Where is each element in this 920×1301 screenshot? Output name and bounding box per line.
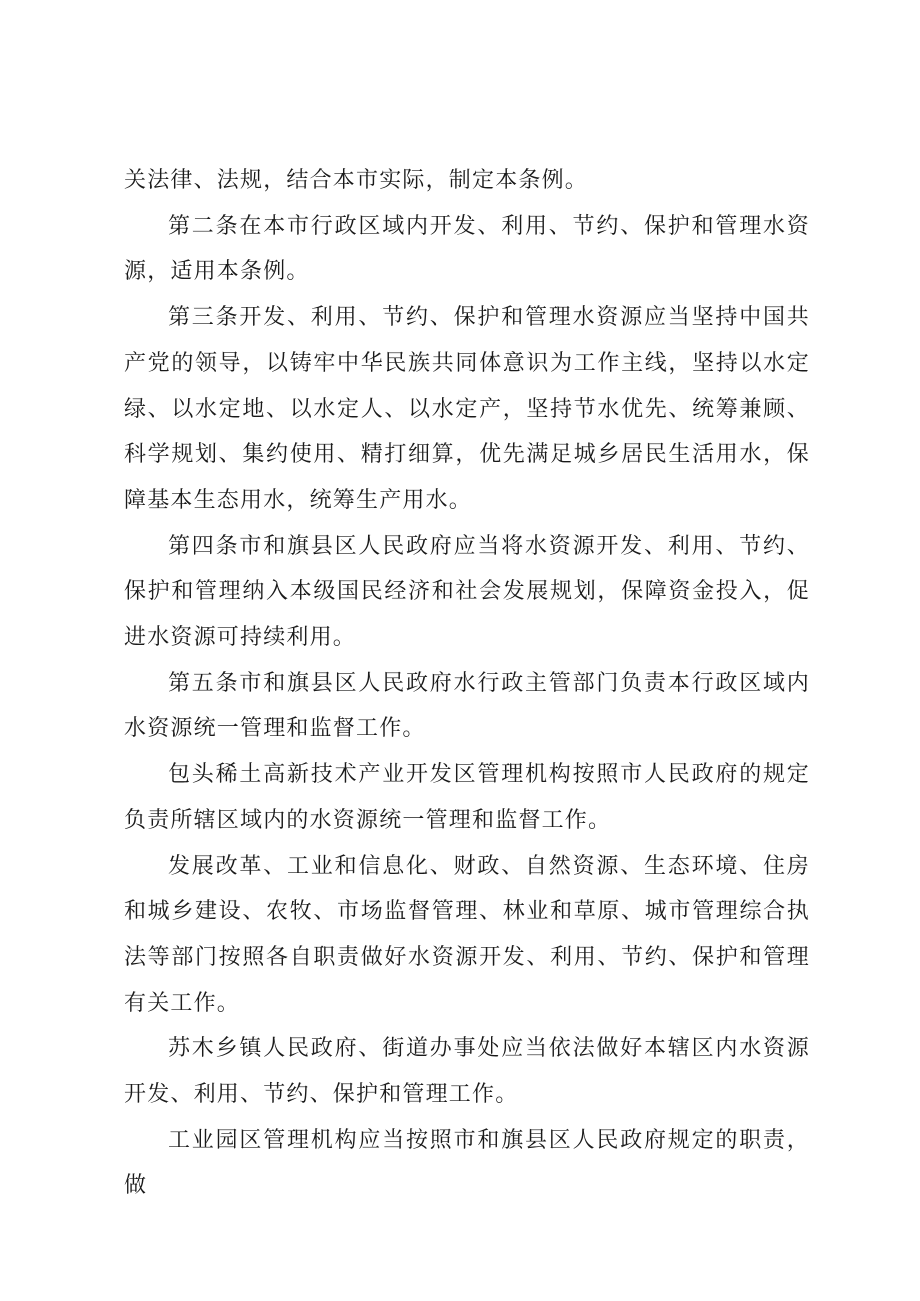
paragraph-industrial-parks: 工业园区管理机构应当按照市和旗县区人民政府规定的职责，做 xyxy=(124,1127,810,1199)
paragraph-article-3: 第三条开发、利用、节约、保护和管理水资源应当坚持中国共产党的领导，以铸牢中华民族共同体意识为工作主线，坚持以水定绿、以水定地、以水定人、以水定产，坚持节水优先、统筹兼顾、科学规划、集约使用、精打细算，优先满足城乡居民生活用水，保障基本生态用水，统筹生产用水。 xyxy=(124,305,810,513)
paragraph-township-governments: 苏木乡镇人民政府、街道办事处应当依法做好本辖区内水资源开发、利用、节约、保护和管理工作。 xyxy=(124,1036,810,1108)
paragraph-baotou-high-tech-zone: 包头稀土高新技术产业开发区管理机构按照市人民政府的规定负责所辖区域内的水资源统一管理和监督工作。 xyxy=(124,762,810,833)
document-body xyxy=(124,158,810,1209)
paragraph-continuation: 关法律、法规，结合本市实际，制定本条例。 xyxy=(124,168,589,193)
paragraph-article-4: 第四条市和旗县区人民政府应当将水资源开发、利用、节约、保护和管理纳入本级国民经济和社会发展规划，保障资金投入，促进水资源可持续利用。 xyxy=(124,533,810,651)
paragraph-article-2: 第二条在本市行政区域内开发、利用、节约、保护和管理水资源，适用本条例。 xyxy=(124,213,810,285)
paragraph-departments: 发展改革、工业和信息化、财政、自然资源、生态环境、住房和城乡建设、农牧、市场监督管理、林业和草原、城市管理综合执法等部门按照各自职责做好水资源开发、利用、节约、保护和管理有关工作。 xyxy=(124,853,810,1016)
paragraph-article-5: 第五条市和旗县区人民政府水行政主管部门负责本行政区域内水资源统一管理和监督工作。 xyxy=(124,670,810,742)
